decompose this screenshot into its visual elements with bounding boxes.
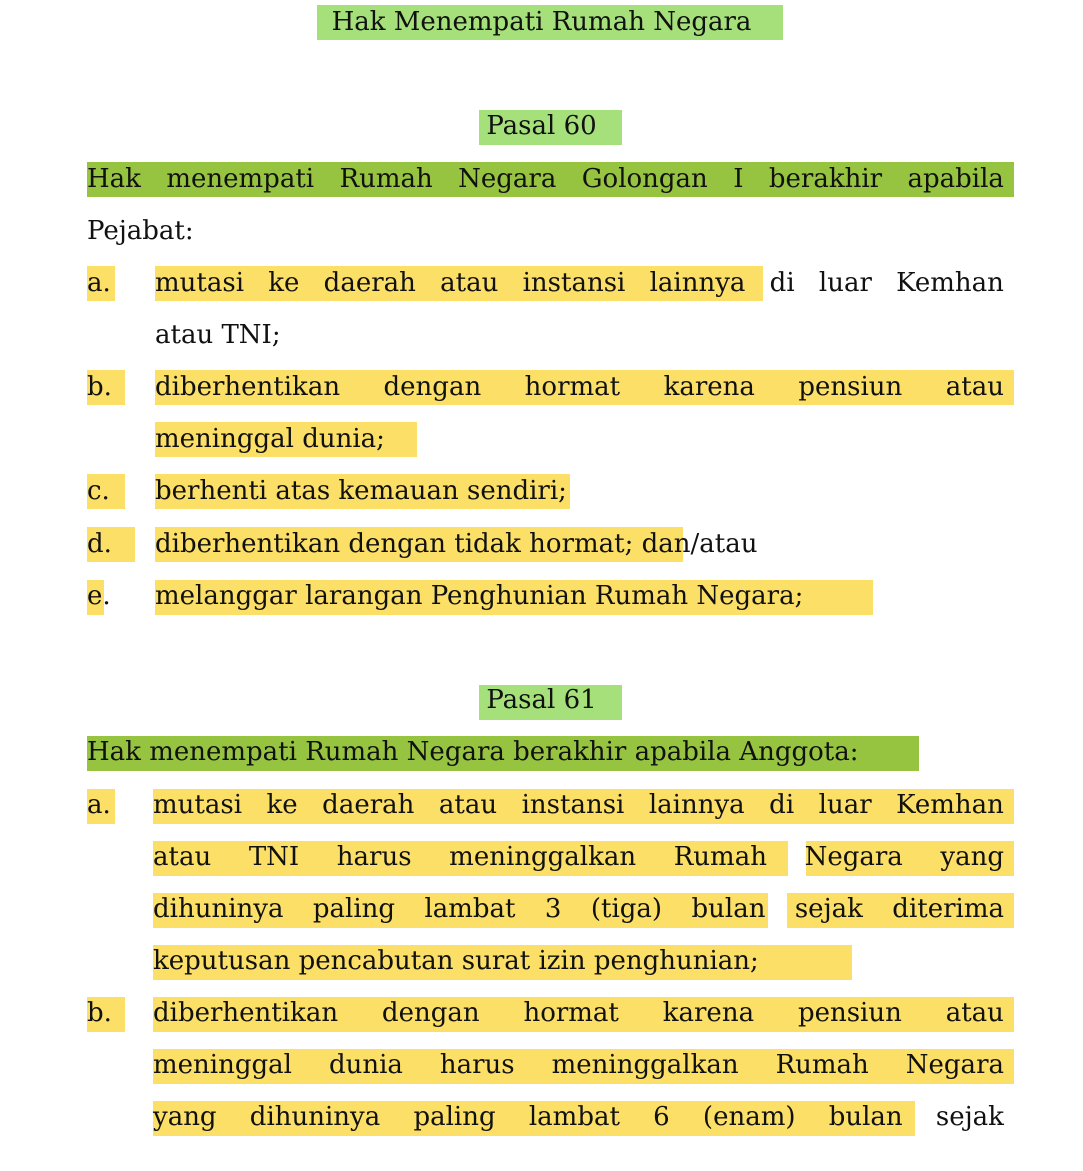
word: karena	[663, 372, 755, 402]
word: 3	[544, 894, 562, 924]
word: mutasi	[153, 790, 243, 820]
word: ke	[266, 790, 298, 820]
word: diberhentikan	[153, 998, 339, 1028]
word: bulan	[691, 894, 766, 924]
word: atau	[945, 372, 1004, 402]
pasal60-b-marker: b.	[87, 372, 112, 402]
word: hormat	[524, 372, 621, 402]
pasal60-heading: Pasal 60	[486, 111, 597, 141]
word: Negara	[905, 1050, 1004, 1080]
word: mutasi	[155, 268, 245, 298]
word: diberhentikan	[155, 372, 341, 402]
pasal61-a-line2	[153, 831, 1004, 883]
word: atau	[153, 842, 212, 872]
word: dihuninya	[153, 894, 284, 924]
word: Hak	[87, 164, 141, 194]
pasal60-a-line2: atau TNI;	[155, 320, 281, 350]
pasal61-a-line3	[153, 883, 1004, 935]
pasal60-c-marker: c.	[87, 476, 110, 506]
word: ke	[268, 268, 300, 298]
word: Rumah	[339, 164, 433, 194]
word: meninggal	[153, 1050, 292, 1080]
word: Rumah	[775, 1050, 869, 1080]
pasal60-intro-line1	[87, 153, 1004, 205]
word: lainnya	[649, 268, 746, 298]
word: atau	[945, 998, 1004, 1028]
pasal60-b-line2: meninggal dunia;	[155, 424, 385, 454]
word: meninggalkan	[449, 842, 637, 872]
pasal61-b-marker: b.	[87, 998, 112, 1028]
word: instansi	[522, 268, 626, 298]
word: Kemhan	[896, 790, 1004, 820]
word: meninggalkan	[551, 1050, 739, 1080]
pasal60-c-line1: berhenti atas kemauan sendiri;	[155, 476, 567, 506]
pasal60-b-line1	[155, 361, 1004, 413]
word: (tiga)	[590, 894, 663, 924]
pasal60-d-line1: diberhentikan dengan tidak hormat; dan/atau	[155, 529, 758, 559]
word: bulan	[828, 1102, 903, 1132]
word: Kemhan	[896, 268, 1004, 298]
word: lambat	[528, 1102, 620, 1132]
word: atau	[440, 268, 499, 298]
pasal61-b-line2	[153, 1039, 1004, 1091]
word: I	[733, 164, 744, 194]
pasal61-a-line1	[153, 779, 1004, 831]
word: lainnya	[648, 790, 745, 820]
word: atau	[438, 790, 498, 820]
document-title: Hak Menempati Rumah Negara	[331, 7, 752, 37]
pasal60-e-line1: melanggar larangan Penghunian Rumah Negara;	[155, 581, 804, 611]
word: dengan	[381, 998, 480, 1028]
word: sejak	[794, 894, 863, 924]
word: paling	[312, 894, 396, 924]
word: dunia	[328, 1050, 403, 1080]
word: instansi	[521, 790, 625, 820]
word: dihuninya	[249, 1102, 381, 1132]
word: pensiun	[797, 998, 902, 1028]
pasal60-intro-text	[87, 153, 1004, 205]
pasal60-a-marker: a.	[87, 268, 111, 298]
word: pensiun	[798, 372, 903, 402]
word: yang	[153, 1102, 217, 1132]
word: lambat	[424, 894, 516, 924]
word: (enam)	[702, 1102, 796, 1132]
word: sejak	[935, 1102, 1004, 1132]
pasal60-a-line1	[155, 257, 1004, 309]
word: daerah	[322, 790, 415, 820]
pasal60-d-marker: d.	[87, 529, 112, 559]
word: karena	[662, 998, 755, 1028]
word: apabila	[907, 164, 1004, 194]
pasal61-a-line4: keputusan pencabutan surat izin penghunian;	[153, 946, 759, 976]
word: Rumah	[673, 842, 767, 872]
pasal60-e-marker: e.	[87, 581, 111, 611]
word: harus	[439, 1050, 515, 1080]
pasal61-heading: Pasal 61	[486, 685, 597, 715]
word: luar	[818, 790, 872, 820]
word: Golongan	[581, 164, 708, 194]
word: menempati	[166, 164, 315, 194]
word: di	[769, 268, 795, 298]
pasal61-intro: Hak menempati Rumah Negara berakhir apabila Anggota:	[87, 737, 859, 767]
word: berakhir	[768, 164, 883, 194]
word: daerah	[323, 268, 416, 298]
word: TNI	[248, 842, 300, 872]
pasal60-intro-line2: Pejabat:	[87, 216, 194, 246]
word: Negara	[804, 842, 903, 872]
word: di	[769, 790, 795, 820]
word: Negara	[458, 164, 557, 194]
word: paling	[413, 1102, 496, 1132]
word: hormat	[523, 998, 619, 1028]
pasal61-b-line1	[153, 987, 1004, 1039]
word: yang	[940, 842, 1004, 872]
pasal61-b-line3	[153, 1091, 1004, 1143]
word: 6	[653, 1102, 670, 1132]
word: diterima	[892, 894, 1004, 924]
word: harus	[336, 842, 412, 872]
word: dengan	[383, 372, 482, 402]
word: luar	[818, 268, 872, 298]
pasal61-a-marker: a.	[87, 790, 111, 820]
